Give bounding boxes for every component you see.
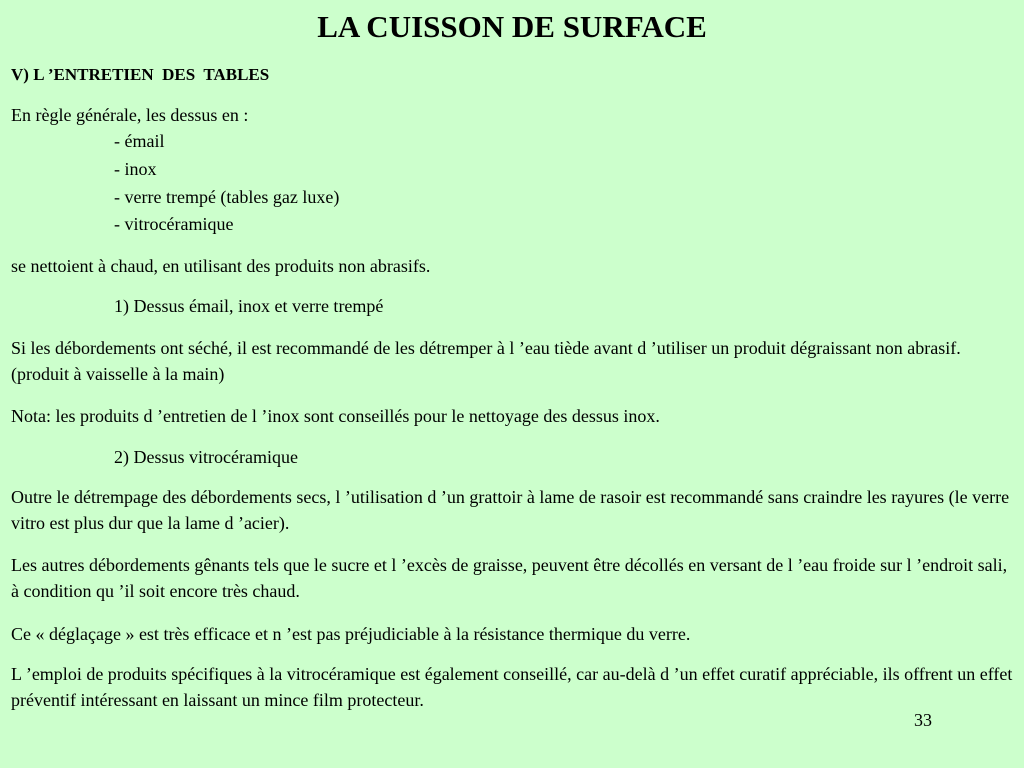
subsection-2-heading: 2) Dessus vitrocéramique [114,447,298,467]
subsection-1-note: Nota: les produits d ’entretien de l ’inox sont conseillés pour le nettoyage des dessus inox. [11,406,660,426]
surface-type-inox: - inox [114,159,157,179]
section-heading: V) L ’ENTRETIEN DES TABLES [11,65,270,84]
subsection-2-paragraph-2: Les autres débordements gênants tels que le sucre et l ’excès de graisse, peuvent être décollés en versant de l ’eau froide sur l ’endroit sali, à condition qu ’il soit encore très chaud. [11,555,1008,601]
subsection-2-paragraph-4: L ’emploi de produits spécifiques à la vitrocéramique est également conseillé, car au-delà d ’un effet curatif appréciable, ils offrent un effet préventif intéressant en laissant un mince film protecteur. [11,664,1013,710]
page-title: LA CUISSON DE SURFACE [317,9,707,44]
surface-type-vitro: - vitrocéramique [114,214,234,234]
subsection-1-paragraph: Si les débordements ont séché, il est recommandé de les détremper à l ’eau tiède avant d ’utiliser un produit dégraissant non abrasif. (produit à vaisselle à la main) [11,338,961,384]
cleaning-rule: se nettoient à chaud, en utilisant des produits non abrasifs. [11,256,431,276]
subsection-1-heading: 1) Dessus émail, inox et verre trempé [114,296,384,316]
surface-type-email: - émail [114,131,165,151]
surface-type-verre: - verre trempé (tables gaz luxe) [114,187,340,207]
page-number: 33 [914,710,932,730]
subsection-2-paragraph-1: Outre le détrempage des débordements secs, l ’utilisation d ’un grattoir à lame de rasoir est recommandé sans craindre les rayures (le verre vitro est plus dur que la lame d ’acier). [11,487,1010,533]
intro-text: En règle générale, les dessus en : [11,105,249,125]
subsection-2-paragraph-3: Ce « déglaçage » est très efficace et n ’est pas préjudiciable à la résistance thermique du verre. [11,624,691,644]
